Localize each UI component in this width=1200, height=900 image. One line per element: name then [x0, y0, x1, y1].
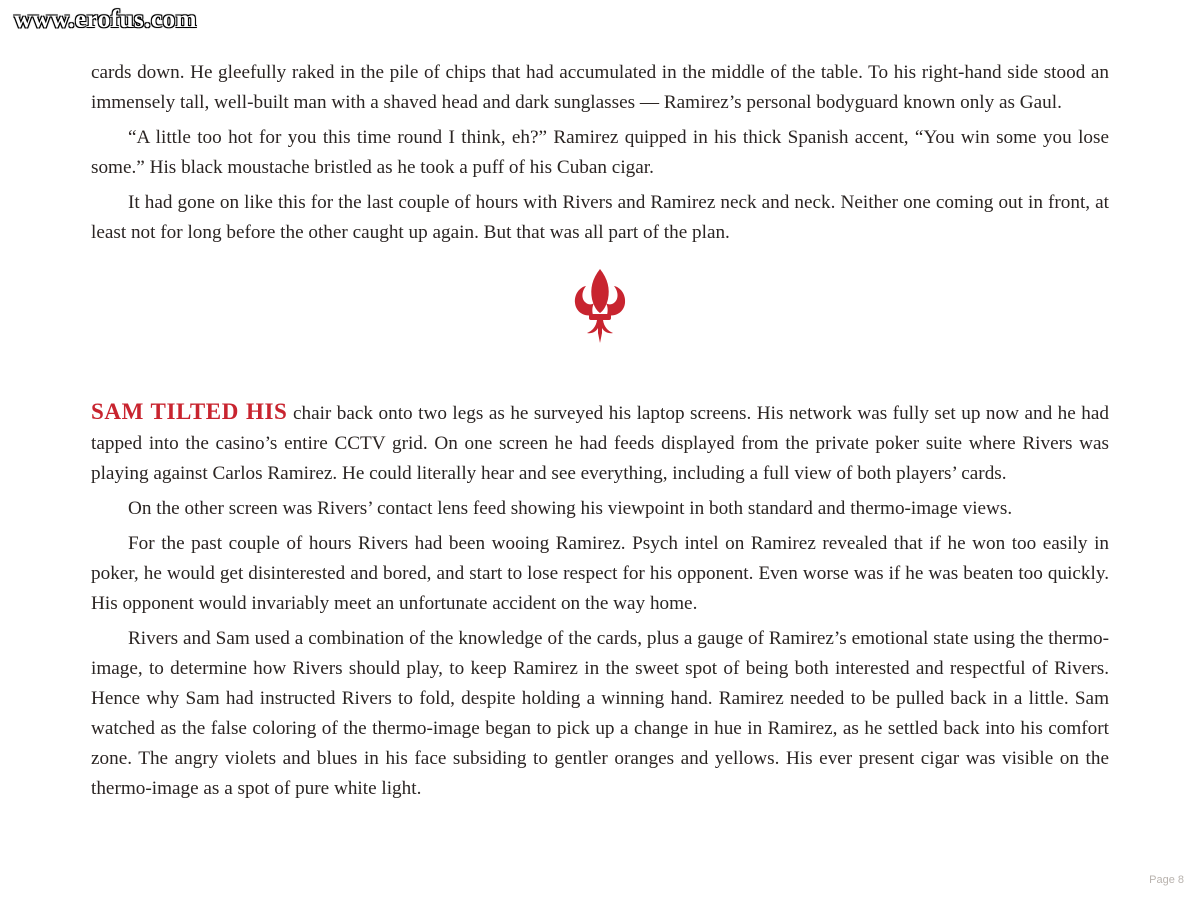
paragraph: Rivers and Sam used a combination of the knowledge of the cards, plus a gauge of Ramirez’s emotional state using the thermo-image, to determine how Rivers should play, to keep Ramirez in the sweet spot of being both interested and respectful of Rivers. Hence why Sam had instructed Rivers to fold, despite holding a winning hand. Ramirez needed to be pulled back in a little. Sam watched as the false coloring of the thermo-image began to pick up a change in hue in Ramirez, as he settled back into his comfort zone. The angry violets and blues in his face subsiding to gentler oranges and yellows. His ever present cigar was visible on the thermo-image as a spot of pure white light. [91, 628, 1109, 799]
fleur-de-lis-icon [570, 267, 630, 345]
paragraph: cards down. He gleefully raked in the pile of chips that had accumulated in the middle of the table. To his right-hand side stood an immensely tall, well-built man with a shaved head and dark sunglasses — Ramirez’s personal bodyguard known only as Gaul. [91, 62, 1109, 113]
paragraph: On the other screen was Rivers’ contact lens feed showing his viewpoint in both standard and thermo-image views. [128, 498, 1013, 519]
paragraph [91, 397, 1109, 489]
paragraph: It had gone on like this for the last couple of hours with Rivers and Ramirez neck and neck. Neither one coming out in front, at least not for long before the other caught up again. But that was all part of the plan. [91, 192, 1109, 243]
section-1 [91, 58, 1109, 248]
section-divider [91, 253, 1109, 397]
paragraph: For the past couple of hours Rivers had been wooing Ramirez. Psych intel on Ramirez revealed that if he won too easily in poker, he would get disinterested and bored, and start to lose respect for his opponent. Even worse was if he was beaten too quickly. His opponent would invariably meet an unfortunate accident on the way home. [91, 533, 1109, 614]
section-2 [91, 397, 1109, 804]
paragraph: “A little too hot for you this time round I think, eh?” Ramirez quipped in his thick Spanish accent, “You win some you lose some.” His black moustache bristled as he took a puff of his Cuban cigar. [91, 127, 1109, 178]
lead-in-text: SAM TILTED HIS [91, 399, 288, 424]
site-watermark: www.erofus.com [14, 6, 197, 33]
page-body [91, 58, 1109, 809]
page-number: Page 8 [1149, 874, 1184, 886]
paragraph-text: chair back onto two legs as he surveyed his laptop screens. His network was fully set up now and he had tapped into the casino’s entire CCTV grid. On one screen he had feeds displayed from the private poker suite where Rivers was playing against Carlos Ramirez. He could literally hear and see everything, including a full view of both players’ cards. [91, 403, 1109, 484]
